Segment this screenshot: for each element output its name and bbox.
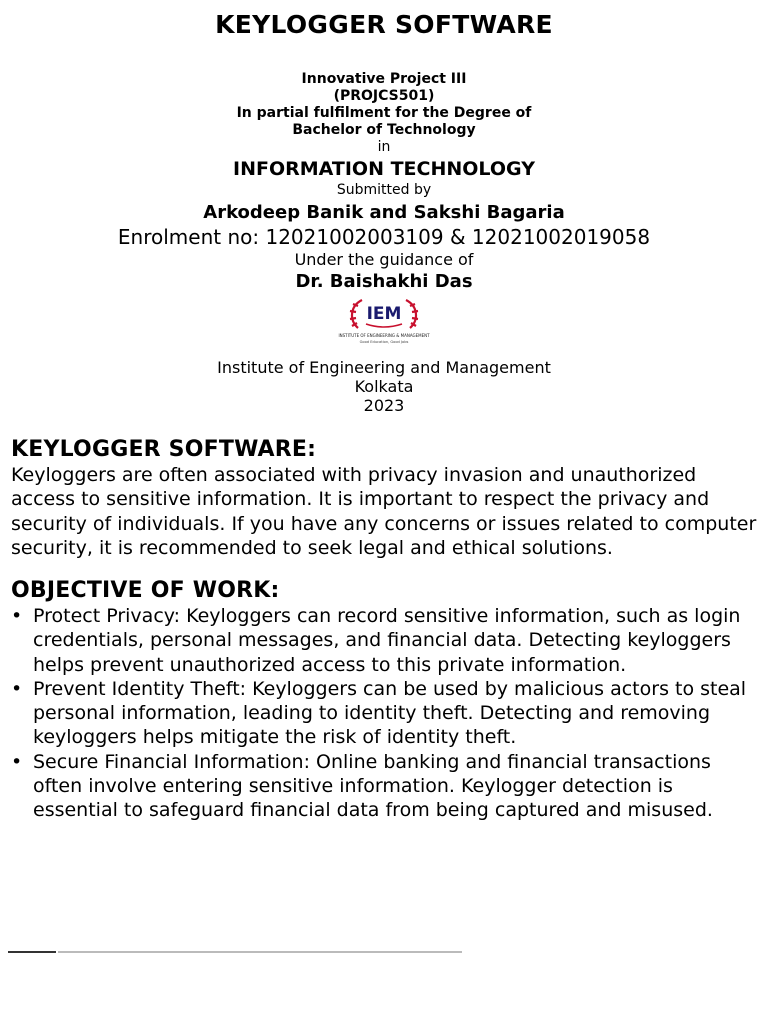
objective-heading: OBJECTIVE OF WORK: bbox=[11, 578, 280, 603]
bullet-icon: • bbox=[11, 605, 23, 627]
logo-tagline: Good Education, Good Jobs bbox=[359, 340, 409, 344]
guide-name: Dr. Baishakhi Das bbox=[295, 271, 473, 292]
fine-print-graphic bbox=[8, 949, 463, 955]
objective-list bbox=[11, 604, 761, 823]
institute-block bbox=[0, 358, 768, 415]
cover-block bbox=[0, 71, 768, 294]
objective-section bbox=[11, 577, 761, 823]
objective-item-text: Prevent Identity Theft: Keyloggers can be used by malicious actors to steal personal information, leading to identity theft. Detecting and removing keyloggers helps mitigate the risk of identity theft. bbox=[33, 677, 747, 749]
iem-logo-graphic bbox=[338, 292, 430, 348]
intro-body: Keyloggers are often associated with privacy invasion and unauthorized access to sensitive information. It is important to respect the privacy and security of individuals. If you have any concerns or issues related to computer security, it is recommended to seek legal and ethical solutions. bbox=[11, 464, 757, 559]
iem-logo bbox=[338, 292, 430, 348]
list-item bbox=[11, 604, 761, 677]
logo-text: IEM bbox=[366, 304, 402, 324]
in-label: in bbox=[377, 139, 391, 155]
logo-caption: INSTITUTE OF ENGINEERING & MANAGEMENT bbox=[338, 333, 430, 338]
enrolment-numbers: Enrolment no: 12021002003109 & 12021002019058 bbox=[117, 225, 651, 249]
project-code: (PROJCS501) bbox=[333, 88, 435, 104]
footer-fine-print bbox=[8, 940, 463, 946]
institute-name: Institute of Engineering and Management bbox=[217, 358, 551, 377]
author-names: Arkodeep Banik and Sakshi Bagaria bbox=[203, 202, 565, 223]
bullet-icon: • bbox=[11, 750, 23, 773]
document-title: KEYLOGGER SOFTWARE bbox=[215, 10, 553, 39]
bullet-icon: • bbox=[11, 677, 23, 700]
institute-city: Kolkata bbox=[354, 377, 414, 396]
partial-fulfilment: In partial fulfilment for the Degree of bbox=[236, 105, 532, 121]
submitted-by-label: Submitted by bbox=[336, 182, 432, 198]
intro-heading: KEYLOGGER SOFTWARE: bbox=[11, 437, 317, 462]
objective-item-text: Protect Privacy: Keyloggers can record sensitive information, such as login credentials, personal messages, and financial data. Detecting keyloggers helps prevent unauthorized access to this private information. bbox=[33, 605, 741, 676]
document-year: 2023 bbox=[363, 396, 405, 415]
degree-name: Bachelor of Technology bbox=[292, 122, 476, 138]
guidance-label: Under the guidance of bbox=[294, 250, 474, 269]
objective-item-text: Secure Financial Information: Online banking and financial transactions often involve entering sensitive information. Keylogger detection is essential to safeguard financial data from being captured and misused. bbox=[33, 750, 713, 822]
project-name: Innovative Project III bbox=[301, 71, 467, 87]
intro-section bbox=[11, 436, 761, 560]
ribbon-icon bbox=[366, 324, 402, 327]
list-item bbox=[11, 750, 761, 823]
department-name: INFORMATION TECHNOLOGY bbox=[233, 158, 535, 180]
list-item bbox=[11, 677, 761, 750]
